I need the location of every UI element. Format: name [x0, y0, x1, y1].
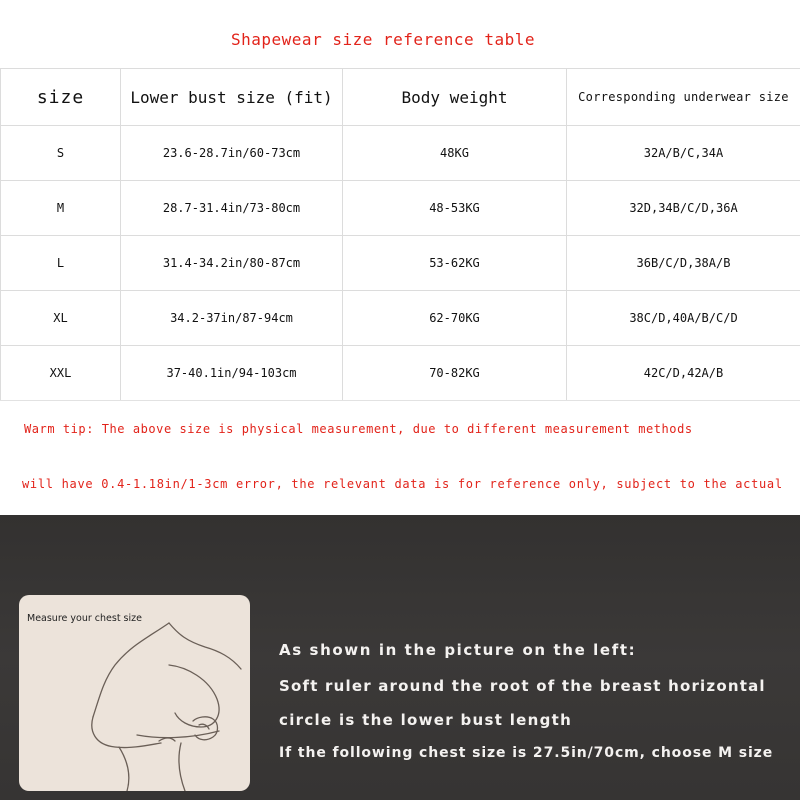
- cell-lower-bust: 37-40.1in/94-103cm: [121, 346, 343, 401]
- cell-size: XL: [1, 291, 121, 346]
- guide-line-2: Soft ruler around the root of the breast horizontal: [279, 677, 766, 695]
- cell-body-weight: 70-82KG: [343, 346, 567, 401]
- cell-lower-bust: 28.7-31.4in/73-80cm: [121, 181, 343, 236]
- cell-body-weight: 62-70KG: [343, 291, 567, 346]
- cell-size: XXL: [1, 346, 121, 401]
- header-size: size: [1, 69, 121, 126]
- table-row: [1, 181, 800, 236]
- cell-lower-bust: 23.6-28.7in/60-73cm: [121, 126, 343, 181]
- table-row: [1, 236, 800, 291]
- cell-size: L: [1, 236, 121, 291]
- cell-lower-bust: 31.4-34.2in/80-87cm: [121, 236, 343, 291]
- cell-underwear-size: 32D,34B/C/D,36A: [567, 181, 800, 236]
- cell-body-weight: 48-53KG: [343, 181, 567, 236]
- cell-lower-bust: 34.2-37in/87-94cm: [121, 291, 343, 346]
- measurement-illustration-card: [19, 595, 250, 791]
- chart-title: Shapewear size reference table: [231, 30, 535, 49]
- cell-size: S: [1, 126, 121, 181]
- warm-tip-line-2: will have 0.4-1.18in/1-3cm error, the relevant data is for reference only, subject to the actual: [22, 477, 783, 491]
- cell-body-weight: 53-62KG: [343, 236, 567, 291]
- cell-size: M: [1, 181, 121, 236]
- cell-underwear-size: 42C/D,42A/B: [567, 346, 800, 401]
- warm-tip-line-1: Warm tip: The above size is physical measurement, due to different measurement methods: [24, 422, 693, 436]
- cell-underwear-size: 32A/B/C,34A: [567, 126, 800, 181]
- header-underwear-size: Corresponding underwear size: [567, 69, 800, 126]
- warm-tip: [0, 400, 800, 514]
- header-lower-bust: Lower bust size (fit): [121, 69, 343, 126]
- header-body-weight: Body weight: [343, 69, 567, 126]
- table-header-row: [1, 69, 800, 126]
- cell-body-weight: 48KG: [343, 126, 567, 181]
- guide-line-1: As shown in the picture on the left:: [279, 641, 637, 659]
- table-row: [1, 126, 800, 181]
- table-row: [1, 291, 800, 346]
- measurement-guide-section: [0, 515, 800, 800]
- card-label: Measure your chest size: [27, 613, 142, 624]
- cell-underwear-size: 38C/D,40A/B/C/D: [567, 291, 800, 346]
- guide-line-4: If the following chest size is 27.5in/70cm, choose M size: [279, 745, 774, 761]
- size-table: [0, 68, 800, 401]
- guide-line-3: circle is the lower bust length: [279, 711, 573, 729]
- torso-outline-illustration: [19, 595, 250, 791]
- cell-underwear-size: 36B/C/D,38A/B: [567, 236, 800, 291]
- table-row: [1, 346, 800, 401]
